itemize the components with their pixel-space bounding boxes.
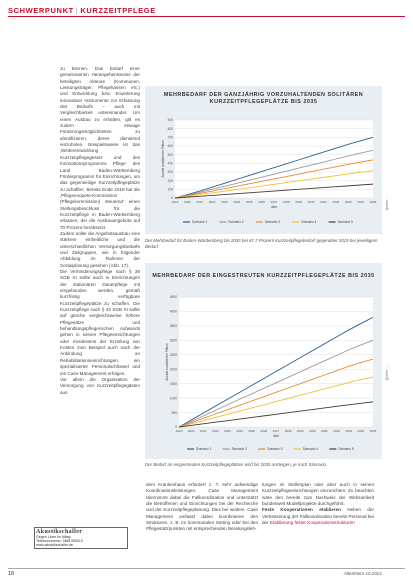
- legend-label: Szenario 2: [231, 447, 247, 452]
- paragraph: zu können. Das bedarf einer gemeinsamen Herangehensweise der beteiligten Akteure (Kommunen, Leistungsträger, Pflegekassen etc.) und Entwicklung bzw. Erweiterung innovativer Instrumente zur Erfassung des Bedarfs – auch mit Vergleichbarkeit untereinander. Um einen Ausbau zu erhalten, gilt es zudem etwaige Förderungsmöglichkeiten zu identifizieren, deren dienstend einzuholen. Beispielsweise ist das ‚Weiterentwicklung Kurzzeitpflegegesetz und des Innovationsprogramms Pflege‘ des Land Baden-Württemberg Förderprogramm für Einrichtungen, um das gegenseitige Kurzzeitpflegeplätze zu schaffen. Bereits Ende 2018 hat die ‚Pflegeenquete-Kommission (Pflegekommission) steuernd‘ einen Stellungsbeschluss für die Kurzzeitpflege in Baden-Württemberg erlassen, der die Ausbauangebote auf 70 Prozent herabsetzt.: [60, 66, 140, 230]
- page-number: 18: [8, 571, 14, 577]
- y-axis-label: Anzahl zusätzlicher Plätze: [161, 140, 165, 178]
- x-tick-label: 2029: [295, 200, 303, 204]
- chart-1-plot: [145, 86, 382, 234]
- right-bottom-text: [262, 482, 374, 526]
- y-tick-label: 400: [167, 161, 173, 166]
- x-tick-label: 2034: [357, 429, 365, 433]
- x-tick-label: 2035: [369, 429, 377, 433]
- topic-label: KURZZEITPFLEGE: [80, 6, 156, 15]
- x-tick-label: 2035: [369, 200, 377, 204]
- highlight-text: Etablierung fester Kooperationsstrukturen: [269, 520, 355, 526]
- x-tick-label: 2032: [333, 429, 340, 433]
- x-tick-label: 2031: [321, 429, 328, 433]
- x-tick-label: 2032: [332, 200, 340, 204]
- section-header: SCHWERPUNKT | KURZZEITPFLEGE: [8, 6, 156, 15]
- chart-2-caption: Der Bedarf an eingestreuten Kurzzeitpflegeplätzen wird bis 2035 ansteigen, je nach Szenario.: [145, 462, 328, 467]
- x-tick-label: 2028: [283, 200, 290, 204]
- ad-line: Telefonnummer: 0881/9926-0: [36, 539, 83, 544]
- y-tick-label: 0: [175, 425, 177, 430]
- ad-url: www.akustikschaller.de: [36, 543, 73, 548]
- chart-1-caption: Der Mehrbedarf für Baden-Württemberg bis 2035 bei 67,7 Prozent Kurzzeitpflegebedarf gegenüber 2019 bei jeweiligem Bedarf.: [145, 238, 378, 249]
- y-tick-label: 1500: [169, 381, 177, 386]
- ad-title: Akustikschaller: [36, 529, 83, 535]
- mid-bottom-text: [146, 482, 258, 533]
- left-column-text: [60, 66, 140, 396]
- footer-rule: [8, 568, 405, 569]
- paragraph: Neben der Verbesserung der Fallkoordination bereits Personal bei der: [262, 507, 375, 526]
- y-axis-label: Anzahl zusätzlicher Plätze: [165, 343, 169, 381]
- legend-label: Szenario 4: [302, 447, 319, 452]
- x-tick-label: 2023: [221, 200, 228, 204]
- ad-line: Gegen Lärm im Alltag: [36, 535, 71, 539]
- x-tick-label: 2020: [184, 200, 191, 204]
- x-tick-label: 2027: [270, 200, 278, 204]
- paragraph: Die Verhinderungspflege nach § 39 SGB XI sollte auch in Einrichtungen der stationären Dauerpflege mit eingebunden werden, gemäß kurzfristig verfügbare Kurzzeitpflegeplätze zu schaffen. Die Kurzzeitpflege nach § 42 SGB XI sollte auf gleiche vergleichsweise höhere Pflegesätze und behandlungspflegerischen Aufwands gehen in seinen Pflegeeinrichtungen oder mindestens der Erzielung von Kosten zum Beispiel auch nach der Anbindung an Rehabilitationseinrichtungen, ein spezialisierter Personalschlüssel und ein Case-Management erfolgen.: [60, 269, 140, 376]
- paragraph: Zudem sollte die Angebotsausbau eine stärkere einheitliche und die unterschiedlichen Versorgungsbedarfe und Zielgruppen, wie in folgender Abbildung im Rahmen der Sozialplanung gesehen (Abb. 17).: [60, 230, 140, 268]
- x-tick-label: 2030: [307, 200, 315, 204]
- y-tick-label: 4000: [169, 309, 177, 314]
- x-tick-label: 2019: [175, 429, 183, 433]
- x-tick-label: 2033: [345, 429, 353, 433]
- x-tick-label: 2026: [260, 429, 268, 433]
- chart-2-title: MEHRBEDARF DER EINGESTREUTEN KURZZEITPFLEGEPLÄTZE BIS 2035: [152, 273, 375, 279]
- x-tick-label: 2026: [258, 200, 265, 204]
- paragraph: dem Krankenhaus erfordert z. T. sehr aufwendige Koordinationsleistungen. Case Management übernimmt dabei die Fallkoordination und unterstützt die Betroffenen und Einrichtungen bei der Recherche und der Kurzzeitpflegeplanung. Dies bei weitem. Case Management umfasst dabei koordinieren den Strukturen, z. B. im kommunalen Setting oder bei den Pflegestützpunkten mit entsprechenden Beratungsleh-: [146, 482, 258, 532]
- x-tick-label: 2030: [309, 429, 316, 433]
- y-tick-label: 2000: [169, 367, 177, 372]
- chart-2-plot: [145, 263, 382, 459]
- journal-issue: Altenheim 10.2021: [343, 571, 382, 576]
- y-tick-label: 100: [167, 187, 173, 192]
- y-tick-label: 500: [171, 410, 177, 415]
- paragraph: tungen im Stellenplan oder aber auch in seinen Kurzzeitpflegeeinrichtungen einzurichten. Zu beachten wäre den bereits zum Nachweis der Wirksamkeit bundesweit Modellprojekte durchgeführt.: [262, 482, 374, 507]
- legend-label: Szenario 2: [228, 220, 244, 225]
- y-tick-label: 3500: [169, 324, 177, 329]
- chart-1-title-line2: KURZZEITPFLEGEPLÄTZE BIS 2035: [209, 99, 318, 105]
- header-rule: [8, 16, 405, 17]
- y-tick-label: 0: [171, 196, 173, 201]
- paragraph: Vor allem die Organisation der Versorgung von Kurzzeitpflegegästen aus: [60, 376, 140, 395]
- plot-area: [179, 297, 373, 427]
- legend-label: Szenario 3: [267, 447, 283, 452]
- subheading: Feste Kooperationen etablieren: [262, 507, 341, 513]
- legend-label: Szenario 4: [301, 220, 317, 225]
- legend-label: Szenario 5: [338, 447, 354, 452]
- x-tick-label: 2019: [171, 200, 179, 204]
- section-label: SCHWERPUNKT: [8, 6, 74, 15]
- chart-1-source: Quelle: ...: [385, 195, 389, 211]
- y-tick-label: 300: [167, 170, 173, 175]
- x-tick-label: 2022: [208, 200, 216, 204]
- legend-label: Szenario 1: [192, 220, 208, 225]
- x-tick-label: 2029: [296, 429, 304, 433]
- chart-1: [145, 86, 382, 234]
- y-tick-label: 3000: [169, 338, 177, 343]
- legend-label: Szenario 5: [337, 220, 353, 225]
- x-tick-label: 2022: [212, 429, 219, 433]
- x-tick-label: 2025: [245, 200, 253, 204]
- chart-1-title-line1: MEHRBEDARF DER GANZJÄHRIG VORZUHALTENDEN SOLITÄREN: [163, 92, 364, 98]
- y-tick-label: 500: [167, 152, 173, 157]
- y-tick-label: 4500: [169, 295, 177, 300]
- x-tick-label: 2024: [236, 429, 243, 433]
- x-axis-label: Jahr: [270, 205, 278, 209]
- x-tick-label: 2025: [248, 429, 256, 433]
- x-tick-label: 2021: [199, 429, 207, 433]
- x-tick-label: 2020: [187, 429, 195, 433]
- advertisement[interactable]: [34, 527, 128, 549]
- legend-label: Szenario 1: [196, 447, 212, 452]
- x-tick-label: 2027: [272, 429, 280, 433]
- x-tick-label: 2024: [233, 200, 241, 204]
- legend-label: Szenario 3: [264, 220, 281, 225]
- y-tick-label: 700: [167, 135, 173, 140]
- x-tick-label: 2028: [284, 429, 292, 433]
- x-tick-label: 2034: [357, 200, 364, 204]
- y-tick-label: 600: [167, 144, 173, 149]
- y-tick-label: 900: [167, 118, 173, 123]
- x-tick-label: 2023: [224, 429, 231, 433]
- chart-2-source: Quelle: ...: [385, 365, 389, 381]
- y-tick-label: 200: [167, 178, 173, 183]
- y-tick-label: 800: [167, 126, 173, 131]
- y-tick-label: 2500: [169, 352, 177, 357]
- x-tick-label: 2033: [344, 200, 352, 204]
- x-tick-label: 2031: [320, 200, 327, 204]
- y-tick-label: 1000: [169, 396, 177, 401]
- x-tick-label: 2021: [196, 200, 204, 204]
- chart-2: [145, 263, 382, 459]
- x-axis-label: Jahr: [272, 434, 280, 438]
